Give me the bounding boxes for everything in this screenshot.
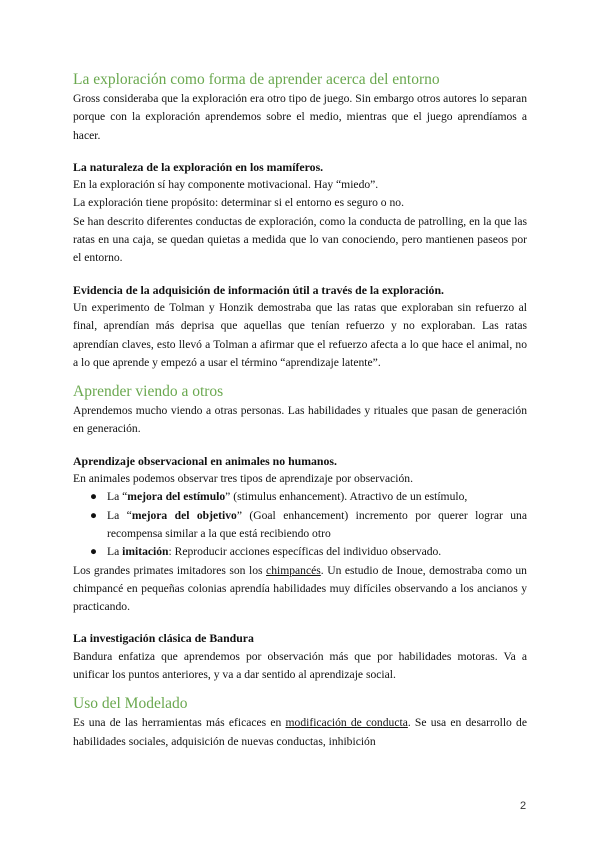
text-pre: Es una de las herramientas más eficaces en [73,716,286,730]
bullet-text-pre: La [107,545,123,559]
document-page [73,70,527,751]
paragraph-patrolling: Se han descrito diferentes conductas de exploración, como la conducta de patrolling, en la que las ratas en una caja, se quedan quietas a medida que lo van conociendo, pero mantienen paseos por el entorno. [73,214,527,265]
text-post: . Se usa en desarrollo de habilidades sociales, adquisición de nuevas conductas, inhibición [73,716,527,748]
subheading-bandura: La investigación clásica de Bandura [73,631,254,646]
line-motivacional: En la exploración sí hay componente motivacional. Hay “miedo”. [73,178,379,192]
section-heading-aprender-viendo: Aprender viendo a otros [73,383,224,401]
line-proposito: La exploración tiene propósito: determinar si el entorno es seguro o no. [73,196,404,210]
bullet-text-post: ” (stimulus enhancement). Atractivo de un estímulo, [225,490,468,504]
line-tres-tipos: En animales podemos observar tres tipos de aprendizaje por observación. [73,472,413,486]
bullet-list-aprendizaje [73,488,527,561]
subheading-evidencia: Evidencia de la adquisición de información útil a través de la exploración. [73,282,444,297]
bullet-text-pre: La “ [107,490,128,504]
paragraph-chimpances [73,562,527,617]
bullet-text-bold: mejora del objetivo [131,508,237,522]
bullet-icon: ● [90,490,98,504]
text-post: . Un estudio de Inoue, demostraba como un chimpancé en pequeñas colonias aprendía habilidades muy difíciles observando a los ancianos y practicando. [73,563,527,614]
bullet-text-bold: mejora del estímulo [127,490,226,504]
paragraph-aprender-viendo-intro: Aprendemos mucho viendo a otras personas. Las habilidades y rituales que pasan de generación en generación. [73,404,527,436]
bullet-icon: ● [90,545,98,559]
text-pre: Los grandes primates imitadores son los [73,563,267,577]
subheading-observacional: Aprendizaje observacional en animales no humanos. [73,453,337,468]
list-item [73,507,527,544]
page-number: 2 [520,800,527,812]
paragraph-modelado [73,714,527,751]
list-item [73,488,527,506]
link-chimpances[interactable]: chimpancés [266,563,321,577]
link-modificacion-conducta[interactable]: modificación de conducta [285,716,408,730]
section-heading-exploracion: La exploración como forma de aprender acerca del entorno [73,71,440,88]
paragraph-tolman: Un experimento de Tolman y Honzik demostraba que las ratas que exploraban sin refuerzo al final, aprendían más deprisa que aquellas que tenían refuerzo y no exploraban. Las ratas aprendían claves, esto llevó a Tolman a afirmar que el refuerzo afecta a lo que hace el animal, no a lo que aprende y empezó a usar el término “aprendizaje latente”. [73,300,527,369]
bullet-text-post: : Reproducir acciones específicas del individuo observado. [168,545,442,559]
list-item [73,543,527,561]
bullet-text-bold: imitación [122,545,169,559]
paragraph-exploracion-intro: Gross consideraba que la exploración era otro tipo de juego. Sin embargo otros autores lo separan porque con la exploración aprendemos sobre el medio, mientras que el juego aprendíamos a hacer. [73,92,527,142]
bullet-text-pre: La “ [107,508,132,522]
section-heading-modelado: Uso del Modelado [73,695,188,713]
bullet-text-post: ” (Goal enhancement) incremento por querer lograr una recompensa similar a la que está recibiendo otro [107,508,527,540]
bullet-icon: ● [90,508,98,522]
paragraph-bandura: Bandura enfatiza que aprendemos por observación más que por habilidades motoras. Va a unificar los puntos anteriores, y va a dar sentido al aprendizaje social. [73,649,527,682]
subheading-naturaleza: La naturaleza de la exploración en los mamíferos. [73,159,324,174]
